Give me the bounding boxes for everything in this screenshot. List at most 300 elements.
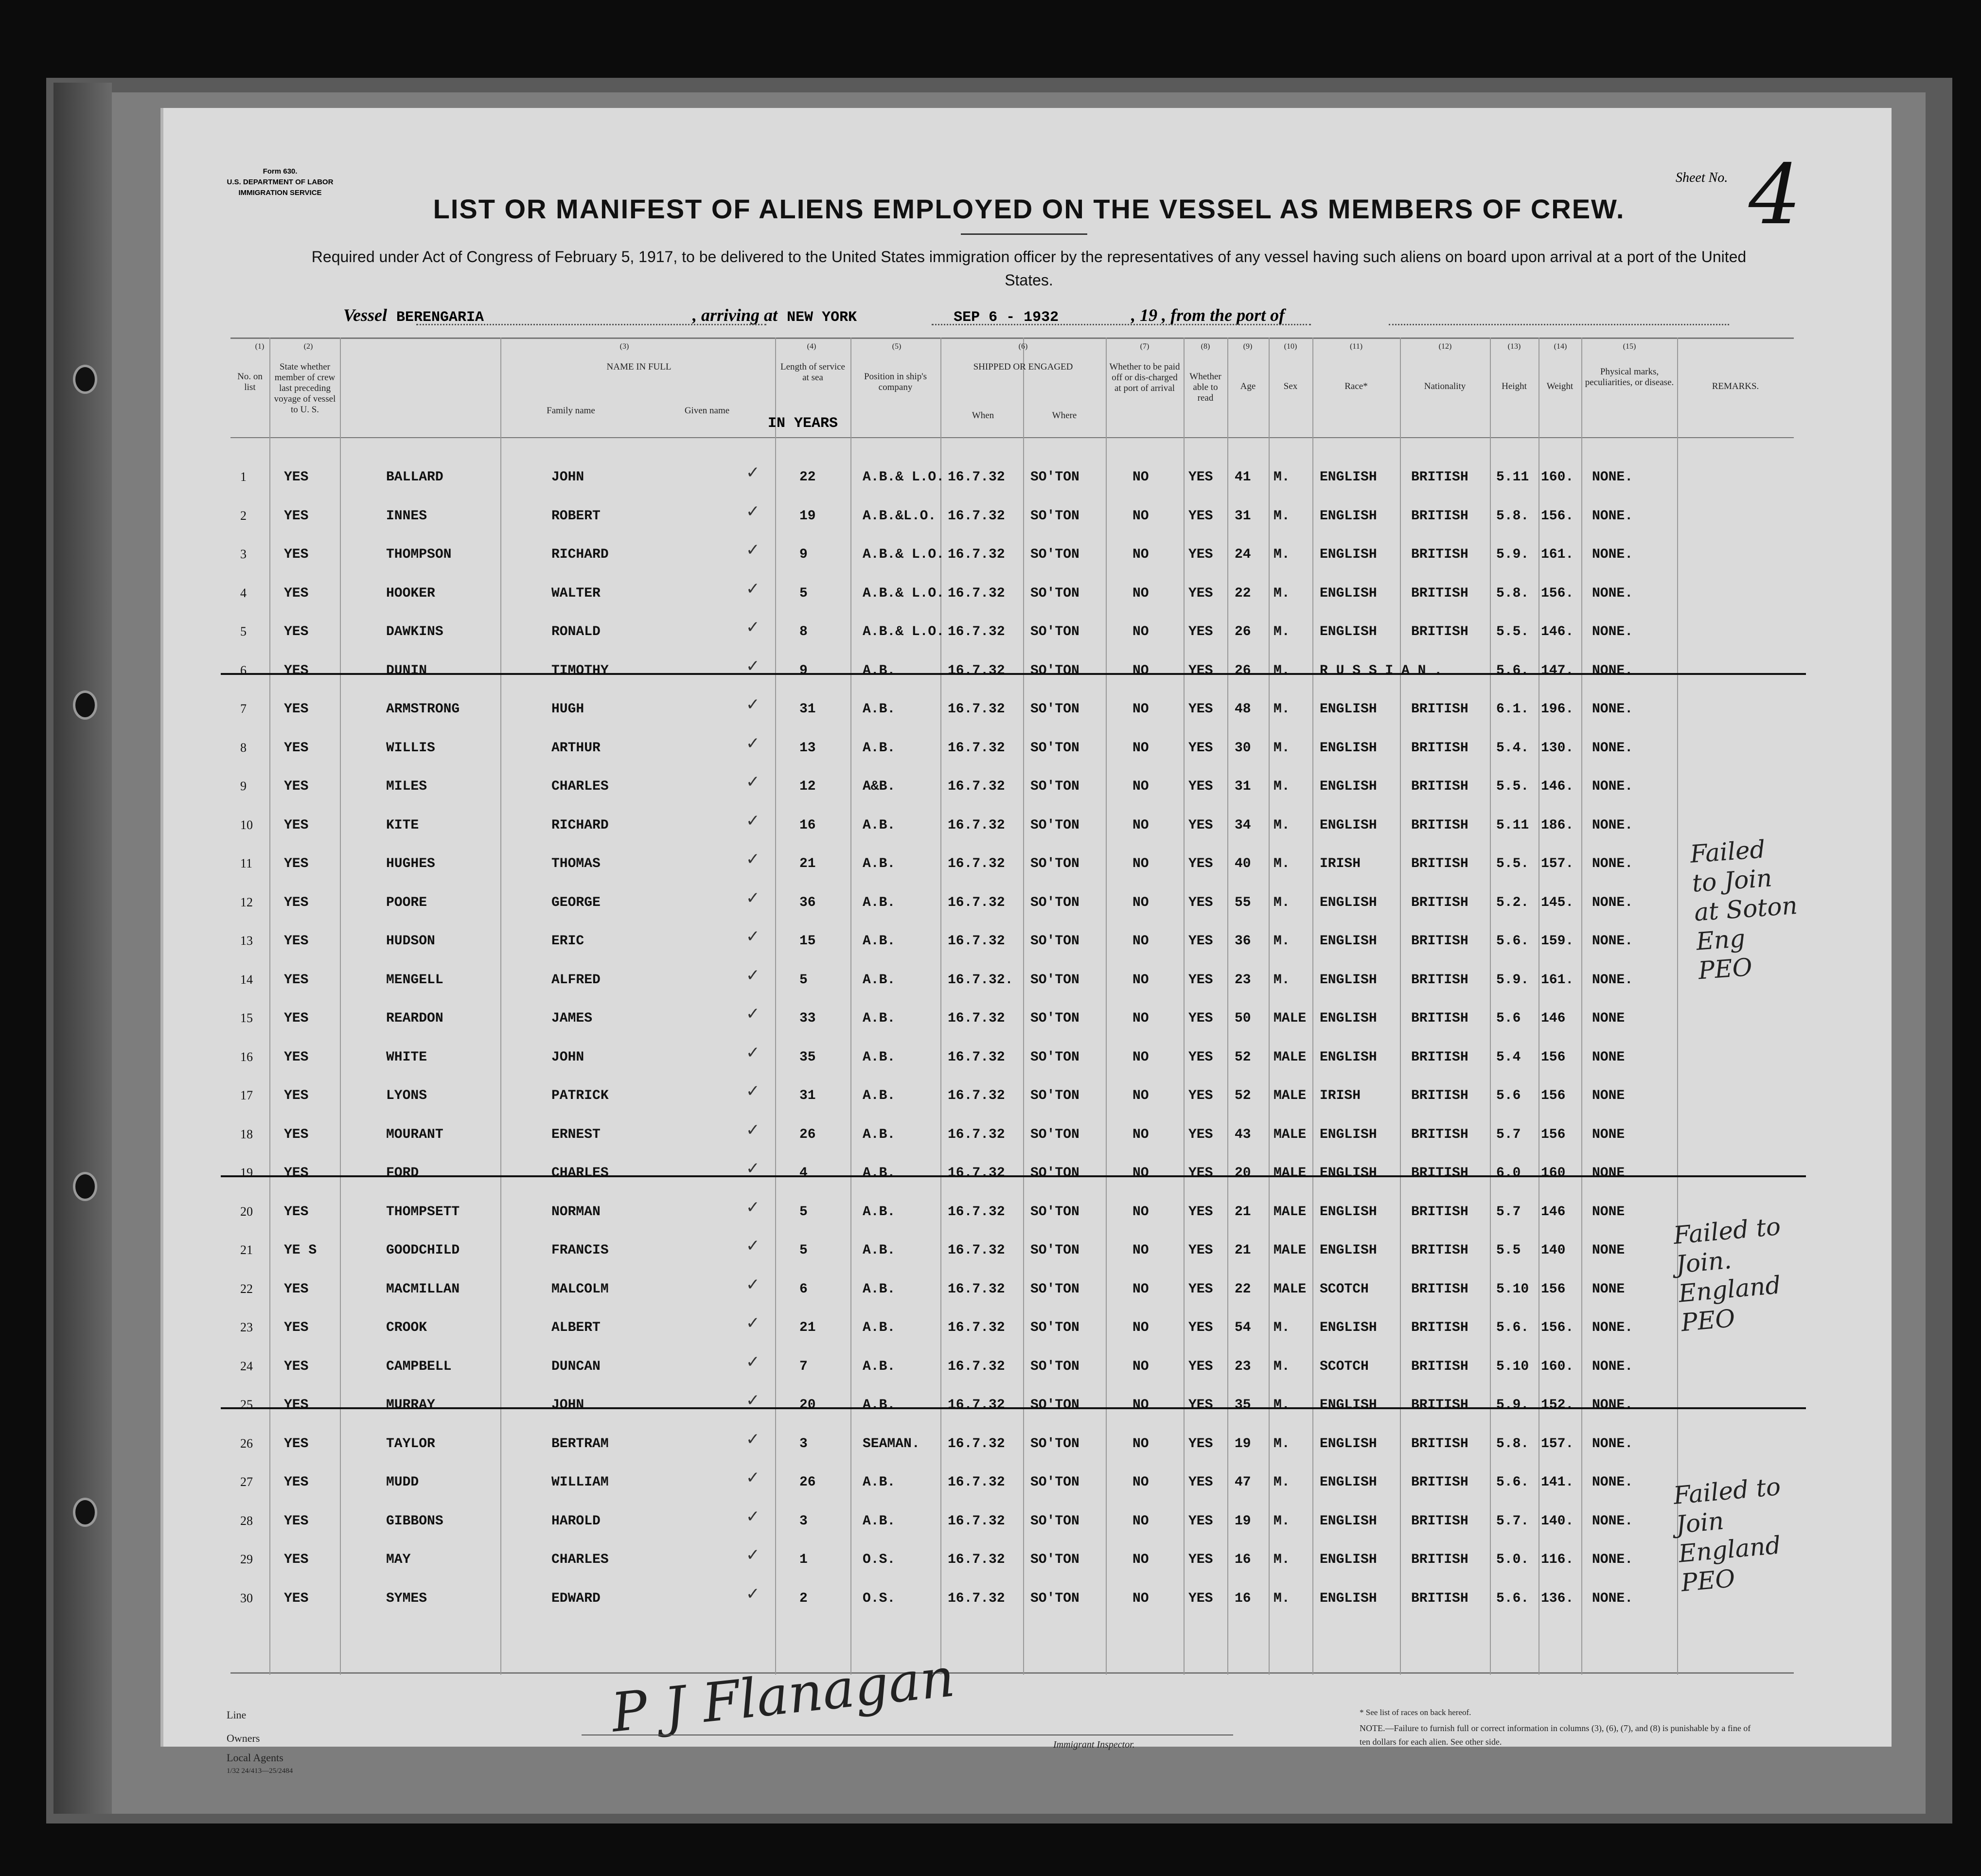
age-cell: 16 [1235, 1591, 1251, 1606]
col-num: (2) [303, 342, 313, 351]
checkmark-icon: ✓ [746, 540, 760, 560]
race-cell: ENGLISH [1320, 895, 1377, 910]
height-cell: 5.4 [1496, 1049, 1521, 1065]
height-cell: 6.1. [1496, 702, 1529, 717]
paid-off-cell: NO [1132, 585, 1149, 601]
checkmark-icon: ✓ [746, 1197, 760, 1217]
given-name-cell: DUNCAN [551, 1359, 601, 1374]
sex-cell: M. [1274, 702, 1290, 717]
row-number: 2 [240, 508, 247, 523]
race-cell: ENGLISH [1320, 1552, 1377, 1567]
family-name-cell: MAY [386, 1552, 411, 1567]
row-number: 25 [240, 1398, 253, 1412]
family-name-cell: MILES [386, 779, 427, 794]
where-cell: SO'TON [1030, 1359, 1079, 1374]
binder-hole [73, 690, 97, 720]
sex-cell: M. [1274, 1513, 1290, 1529]
from-field-line [1389, 324, 1729, 325]
header-length: Length of service at sea [780, 362, 845, 383]
col-num: (10) [1284, 342, 1297, 351]
nationality-cell: BRITISH [1411, 1398, 1468, 1413]
vessel-label: Vessel [343, 305, 387, 325]
marks-cell: NONE [1592, 1011, 1625, 1026]
family-name-cell: CAMPBELL [386, 1359, 452, 1374]
race-cell: ENGLISH [1320, 779, 1377, 794]
state-cell: YES [284, 1436, 309, 1451]
given-name-cell: CHARLES [551, 1166, 609, 1181]
age-cell: 23 [1235, 972, 1251, 988]
when-cell: 16.7.32 [948, 470, 1005, 485]
nationality-cell: BRITISH [1411, 1011, 1468, 1026]
race-cell: R U S S I A N . [1320, 663, 1443, 678]
when-cell: 16.7.32 [948, 1127, 1005, 1142]
height-cell: 6.0 [1496, 1166, 1521, 1181]
table-row [230, 1429, 1794, 1456]
row-number: 14 [240, 972, 253, 987]
from-port-label: , from the port of [1162, 305, 1285, 325]
state-cell: YES [284, 585, 309, 601]
nationality-cell: BRITISH [1411, 702, 1468, 717]
given-name-cell: RONALD [551, 624, 601, 639]
when-cell: 16.7.32 [948, 1513, 1005, 1529]
remark-note-row-25: Failed to Join England PEO [1672, 1472, 1782, 1597]
sex-cell: M. [1274, 1475, 1290, 1490]
state-cell: YES [284, 1204, 309, 1220]
nationality-cell: BRITISH [1411, 547, 1468, 562]
checkmark-icon: ✓ [746, 1468, 760, 1487]
weight-cell: 156. [1541, 508, 1574, 524]
marks-cell: NONE [1592, 1243, 1625, 1258]
length-cell: 26 [799, 1475, 816, 1490]
table-row [230, 1159, 1794, 1185]
footer-print-code: 1/32 24/413—25/2484 [227, 1767, 293, 1775]
race-cell: ENGLISH [1320, 624, 1377, 639]
weight-cell: 196. [1541, 702, 1574, 717]
table-row [230, 579, 1794, 605]
marks-cell: NONE. [1592, 934, 1633, 949]
position-cell: A.B. [863, 1398, 896, 1413]
given-name-cell: NORMAN [551, 1204, 601, 1220]
where-cell: SO'TON [1030, 1243, 1079, 1258]
state-cell: YES [284, 1513, 309, 1529]
when-cell: 16.7.32 [948, 779, 1005, 794]
row-number: 29 [240, 1552, 253, 1566]
given-name-cell: BERTRAM [551, 1436, 609, 1451]
length-cell: 20 [799, 1398, 816, 1413]
read-cell: YES [1188, 740, 1213, 756]
state-cell: YE S [284, 1243, 317, 1258]
state-cell: YES [284, 508, 309, 524]
row-number: 30 [240, 1591, 253, 1605]
crew-table [230, 337, 1799, 1675]
arriving-port: NEW YORK [787, 309, 857, 326]
state-cell: YES [284, 1049, 309, 1065]
family-name-cell: GIBBONS [386, 1513, 443, 1529]
where-cell: SO'TON [1030, 1204, 1079, 1220]
header-state: State whether member of crew last preceding voyage of vessel to U. S. [274, 362, 336, 415]
col-num: (7) [1140, 342, 1150, 351]
sex-cell: M. [1274, 1320, 1290, 1335]
where-cell: SO'TON [1030, 779, 1079, 794]
height-cell: 5.7 [1496, 1204, 1521, 1220]
where-cell: SO'TON [1030, 470, 1079, 485]
table-row [230, 772, 1794, 798]
nationality-cell: BRITISH [1411, 508, 1468, 524]
position-cell: A.B.& L.O. [863, 547, 945, 562]
given-name-cell: THOMAS [551, 856, 601, 871]
state-cell: YES [284, 1398, 309, 1413]
where-cell: SO'TON [1030, 740, 1079, 756]
header-when: When [972, 410, 994, 421]
sex-cell: M. [1274, 856, 1290, 871]
sex-cell: MALE [1274, 1127, 1307, 1142]
where-cell: SO'TON [1030, 895, 1079, 910]
marks-cell: NONE. [1592, 1359, 1633, 1374]
given-name-cell: JAMES [551, 1011, 593, 1026]
read-cell: YES [1188, 663, 1213, 678]
nationality-cell: BRITISH [1411, 856, 1468, 871]
where-cell: SO'TON [1030, 934, 1079, 949]
nationality-cell: BRITISH [1411, 817, 1468, 833]
height-cell: 5.6 [1496, 1088, 1521, 1103]
sex-cell: M. [1274, 740, 1290, 756]
position-cell: A.B. [863, 1011, 896, 1026]
when-cell: 16.7.32 [948, 1049, 1005, 1065]
state-cell: YES [284, 740, 309, 756]
header-bottom-rule [230, 437, 1794, 438]
height-cell: 5.6. [1496, 663, 1529, 678]
position-cell: A&B. [863, 779, 896, 794]
race-cell: ENGLISH [1320, 1243, 1377, 1258]
when-cell: 16.7.32 [948, 585, 1005, 601]
col-num: (4) [807, 342, 816, 351]
age-cell: 50 [1235, 1011, 1251, 1026]
read-cell: YES [1188, 856, 1213, 871]
nationality-cell: BRITISH [1411, 934, 1468, 949]
sex-cell: M. [1274, 1359, 1290, 1374]
arriving-field-line [932, 324, 1311, 325]
age-cell: 21 [1235, 1204, 1251, 1220]
marks-cell: NONE. [1592, 702, 1633, 717]
family-name-cell: BALLARD [386, 470, 443, 485]
marks-cell: NONE. [1592, 1591, 1633, 1606]
height-cell: 5.6 [1496, 1011, 1521, 1026]
sex-cell: M. [1274, 470, 1290, 485]
where-cell: SO'TON [1030, 624, 1079, 639]
nationality-cell: BRITISH [1411, 1513, 1468, 1529]
length-cell: 5 [799, 972, 808, 988]
family-name-cell: FORD [386, 1166, 419, 1181]
race-cell: ENGLISH [1320, 585, 1377, 601]
height-cell: 5.5. [1496, 856, 1529, 871]
length-cell: 16 [799, 817, 816, 833]
when-cell: 16.7.32 [948, 1204, 1005, 1220]
family-name-cell: MURRAY [386, 1398, 435, 1413]
race-cell: ENGLISH [1320, 508, 1377, 524]
nationality-cell: BRITISH [1411, 470, 1468, 485]
state-cell: YES [284, 934, 309, 949]
state-cell: YES [284, 779, 309, 794]
given-name-cell: TIMOTHY [551, 663, 609, 678]
age-cell: 20 [1235, 1166, 1251, 1181]
row-number: 3 [240, 547, 247, 561]
weight-cell: 140. [1541, 1513, 1574, 1529]
table-row [230, 1468, 1794, 1494]
table-bottom-rule [230, 1672, 1794, 1674]
footer-owners-label: Owners [227, 1732, 260, 1744]
col-num: (9) [1243, 342, 1253, 351]
where-cell: SO'TON [1030, 585, 1079, 601]
row-number: 7 [240, 702, 247, 716]
binder-hole [73, 365, 97, 394]
checkmark-icon: ✓ [746, 618, 760, 637]
weight-cell: 145. [1541, 895, 1574, 910]
given-name-cell: CHARLES [551, 1552, 609, 1567]
weight-cell: 161. [1541, 972, 1574, 988]
height-cell: 5.2. [1496, 895, 1529, 910]
paid-off-cell: NO [1132, 1320, 1149, 1335]
height-cell: 5.9. [1496, 972, 1529, 988]
table-row [230, 540, 1794, 566]
family-name-cell: POORE [386, 895, 427, 910]
when-cell: 16.7.32. [948, 972, 1013, 988]
height-cell: 5.5 [1496, 1243, 1521, 1258]
header-where: Where [1052, 410, 1077, 421]
read-cell: YES [1188, 547, 1213, 562]
state-cell: YES [284, 1591, 309, 1606]
age-cell: 47 [1235, 1475, 1251, 1490]
where-cell: SO'TON [1030, 1320, 1079, 1335]
row-number: 1 [240, 470, 247, 484]
given-name-cell: PATRICK [551, 1088, 609, 1103]
service: IMMIGRATION SERVICE [238, 189, 322, 197]
length-cell: 13 [799, 740, 816, 756]
read-cell: YES [1188, 508, 1213, 524]
checkmark-icon: ✓ [746, 656, 760, 676]
header-no: No. on list [237, 372, 263, 392]
table-row [230, 1352, 1794, 1379]
weight-cell: 146. [1541, 779, 1574, 794]
when-cell: 16.7.32 [948, 1166, 1005, 1181]
sex-cell: M. [1274, 624, 1290, 639]
read-cell: YES [1188, 1591, 1213, 1606]
height-cell: 5.6. [1496, 1475, 1529, 1490]
title-rule [961, 233, 1087, 235]
read-cell: YES [1188, 1166, 1213, 1181]
age-cell: 52 [1235, 1088, 1251, 1103]
age-cell: 26 [1235, 663, 1251, 678]
row-number: 24 [240, 1359, 253, 1373]
checkmark-icon: ✓ [746, 1159, 760, 1178]
when-cell: 16.7.32 [948, 624, 1005, 639]
row-number: 10 [240, 817, 253, 832]
state-cell: YES [284, 1011, 309, 1026]
length-cell: 9 [799, 547, 808, 562]
row-number: 22 [240, 1281, 253, 1296]
sheet-number: 4 [1749, 147, 1802, 243]
checkmark-icon: ✓ [746, 463, 760, 482]
table-row [230, 1391, 1794, 1417]
fine-note: NOTE.—Failure to furnish full or correct information in columns (3), (6), (7), and (8) is punishable by a fine of ten dollars for each alien. See other side. [1360, 1723, 1751, 1747]
sex-cell: M. [1274, 1552, 1290, 1567]
race-cell: ENGLISH [1320, 547, 1377, 562]
height-cell: 5.6. [1496, 1591, 1529, 1606]
weight-cell: 160 [1541, 1166, 1566, 1181]
state-cell: YES [284, 1475, 309, 1490]
table-row [230, 733, 1794, 760]
race-cell: ENGLISH [1320, 1011, 1377, 1026]
paid-off-cell: NO [1132, 508, 1149, 524]
where-cell: SO'TON [1030, 1166, 1079, 1181]
where-cell: SO'TON [1030, 702, 1079, 717]
race-cell: ENGLISH [1320, 1204, 1377, 1220]
length-cell: 3 [799, 1513, 808, 1529]
when-cell: 16.7.32 [948, 1436, 1005, 1451]
footer-agents-label: Local Agents [227, 1752, 283, 1764]
read-cell: YES [1188, 1513, 1213, 1529]
weight-cell: 152. [1541, 1398, 1574, 1413]
paid-off-cell: NO [1132, 895, 1149, 910]
table-row [230, 1584, 1794, 1611]
where-cell: SO'TON [1030, 1591, 1079, 1606]
paid-off-cell: NO [1132, 1475, 1149, 1490]
family-name-cell: MUDD [386, 1475, 419, 1490]
paid-off-cell: NO [1132, 1436, 1149, 1451]
position-cell: A.B. [863, 934, 896, 949]
sex-cell: M. [1274, 934, 1290, 949]
col-num: (14) [1554, 342, 1567, 351]
row-number: 21 [240, 1243, 253, 1257]
remark-note-row-6: Failed to Join at Soton Eng PEO [1689, 835, 1799, 985]
read-cell: YES [1188, 1398, 1213, 1413]
row-number: 8 [240, 740, 247, 755]
weight-cell: 161. [1541, 547, 1574, 562]
length-cell: 8 [799, 624, 808, 639]
position-cell: A.B. [863, 1166, 896, 1181]
header-weight: Weight [1546, 381, 1574, 391]
marks-cell: NONE. [1592, 547, 1633, 562]
col-num: (5) [892, 342, 902, 351]
given-name-cell: ALFRED [551, 972, 601, 988]
row-number: 18 [240, 1127, 253, 1141]
checkmark-icon: ✓ [746, 1545, 760, 1565]
when-cell: 16.7.32 [948, 895, 1005, 910]
weight-cell: 156 [1541, 1049, 1566, 1065]
weight-cell: 146 [1541, 1204, 1566, 1220]
table-row [230, 695, 1794, 721]
when-cell: 16.7.32 [948, 508, 1005, 524]
col-num: (3) [619, 342, 629, 351]
family-name-cell: MOURANT [386, 1127, 443, 1142]
family-name-cell: TAYLOR [386, 1436, 435, 1451]
checkmark-icon: ✓ [746, 579, 760, 599]
row-number: 23 [240, 1320, 253, 1334]
age-cell: 43 [1235, 1127, 1251, 1142]
state-cell: YES [284, 1088, 309, 1103]
race-cell: ENGLISH [1320, 934, 1377, 949]
paid-off-cell: NO [1132, 702, 1149, 717]
position-cell: A.B. [863, 895, 896, 910]
given-name-cell: CHARLES [551, 779, 609, 794]
race-cell: ENGLISH [1320, 1436, 1377, 1451]
family-name-cell: DAWKINS [386, 624, 443, 639]
age-cell: 19 [1235, 1436, 1251, 1451]
paid-off-cell: NO [1132, 1359, 1149, 1374]
age-cell: 24 [1235, 547, 1251, 562]
manifest-sheet [160, 108, 1892, 1775]
height-cell: 5.7. [1496, 1513, 1529, 1529]
age-cell: 22 [1235, 1281, 1251, 1297]
age-cell: 55 [1235, 895, 1251, 910]
header-family: Family name [547, 406, 595, 416]
read-cell: YES [1188, 972, 1213, 988]
marks-cell: NONE. [1592, 470, 1633, 485]
height-cell: 5.6. [1496, 934, 1529, 949]
table-row [230, 1081, 1794, 1108]
length-cell: 5 [799, 1204, 808, 1220]
where-cell: SO'TON [1030, 1436, 1079, 1451]
where-cell: SO'TON [1030, 1011, 1079, 1026]
marks-cell: NONE [1592, 1166, 1625, 1181]
state-cell: YES [284, 856, 309, 871]
read-cell: YES [1188, 1475, 1213, 1490]
header-marks: Physical marks, peculiarities, or disease. [1585, 367, 1674, 388]
row-number: 16 [240, 1049, 253, 1064]
nationality-cell: BRITISH [1411, 1243, 1468, 1258]
header-given: Given name [684, 406, 730, 416]
table-top-rule [230, 337, 1794, 339]
length-cell: 7 [799, 1359, 808, 1374]
race-cell: ENGLISH [1320, 740, 1377, 756]
state-cell: YES [284, 702, 309, 717]
marks-cell: NONE. [1592, 895, 1633, 910]
paid-off-cell: NO [1132, 1513, 1149, 1529]
nationality-cell: BRITISH [1411, 585, 1468, 601]
table-row [230, 1236, 1794, 1262]
given-name-cell: JOHN [551, 470, 584, 485]
state-cell: YES [284, 1166, 309, 1181]
paid-off-cell: NO [1132, 1204, 1149, 1220]
nationality-cell: BRITISH [1411, 1166, 1468, 1181]
header-name: NAME IN FULL [606, 362, 672, 372]
state-cell: YES [284, 663, 309, 678]
height-cell: 5.8. [1496, 508, 1529, 524]
paid-off-cell: NO [1132, 972, 1149, 988]
race-cell: ENGLISH [1320, 1166, 1377, 1181]
checkmark-icon: ✓ [746, 1043, 760, 1062]
length-cell: 3 [799, 1436, 808, 1451]
marks-cell: NONE [1592, 1049, 1625, 1065]
age-cell: 16 [1235, 1552, 1251, 1567]
length-cell: 6 [799, 1281, 808, 1297]
checkmark-icon: ✓ [746, 733, 760, 753]
header-nationality: Nationality [1424, 381, 1466, 391]
nationality-cell: BRITISH [1411, 1475, 1468, 1490]
position-cell: SEAMAN. [863, 1436, 920, 1451]
when-cell: 16.7.32 [948, 1591, 1005, 1606]
length-cell: 21 [799, 1320, 816, 1335]
where-cell: SO'TON [1030, 1552, 1079, 1567]
age-cell: 41 [1235, 470, 1251, 485]
length-cell: 22 [799, 470, 816, 485]
position-cell: A.B. [863, 856, 896, 871]
given-name-cell: WILLIAM [551, 1475, 609, 1490]
given-name-cell: ERIC [551, 934, 584, 949]
length-cell: 33 [799, 1011, 816, 1026]
height-cell: 5.9. [1496, 1398, 1529, 1413]
row-number: 15 [240, 1011, 253, 1025]
read-cell: YES [1188, 1359, 1213, 1374]
